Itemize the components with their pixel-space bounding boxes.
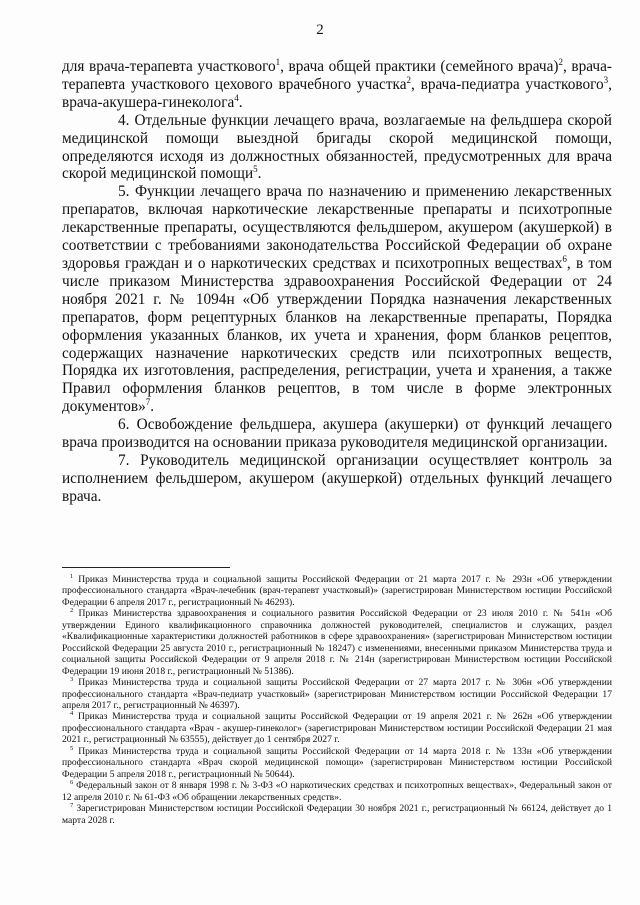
footnote-ref: 3	[603, 74, 609, 85]
footnote	[62, 803, 612, 826]
footnote-marker: 3	[70, 675, 74, 683]
footnote-separator	[62, 567, 230, 568]
footnote-text: Приказ Министерства здравоохранения и социального развития Российской Федерации от 23 июля 2010 г. № 541н «Об утверждении Единого квалификационного справочника должностей руководителей, специалистов и служащих, раздел «Квалификационные характеристики должностей работников в сфере здравоохранения» (зарегистрирован Министерством юстиции Российской Федерации 25 августа 2010 г., регистрационный № 18247) с изменениями, внесенными приказом Министерства труда и социальной защиты Российской Федерации от 9 апреля 2018 г. № 214н (зарегистрирован Министерством юстиции Российской Федерации 19 июня 2018 г., регистрационный № 51386).	[62, 608, 612, 677]
footnote-ref: 7	[145, 397, 151, 408]
footnote-ref: 1	[275, 56, 281, 67]
footnote	[62, 746, 612, 780]
footnote-text: Приказ Министерства труда и социальной защиты Российской Федерации от 19 апреля 2021 г. № 262н «Об утверждении профессионального стандарта «Врач - акушер-гинеколог» (зарегистрирован Министерством юстиции Российской Федерации 21 мая 2021 г., регистрационный № 63555), действует до 1 сентября 2027 г.	[62, 711, 612, 746]
paragraph-text: , врача общей практики (семейного врача)	[280, 58, 559, 75]
footnote-ref: 2	[406, 74, 412, 85]
paragraph-text: 4. Отдельные функции лечащего врача, возлагаемые на фельдшера скорой медицинской помощи выездной бригады скорой медицинской помощи, определяются исходя из должностных обязанностей, предусмотренных для врача скорой медицинской помощи	[62, 111, 612, 183]
footnote-marker: 2	[70, 607, 74, 615]
footnote-ref: 5	[253, 164, 258, 175]
footnote-text: Зарегистрирован Министерством юстиции Российской Федерации 30 ноября 2021 г., регистрационный № 66124, действует до 1 марта 2028 г.	[62, 803, 612, 826]
paragraph-text: 7. Руководитель медицинской организации осуществляет контроль за исполнением фельдшером, акушером (акушеркой) отдельных функций лечащего врача.	[62, 451, 612, 505]
paragraph-text: .	[150, 398, 155, 416]
paragraph-text: , врача-педиатра участкового	[411, 75, 604, 93]
footnote-ref: 2	[558, 56, 563, 67]
paragraph-text: , в том числе приказом Министерства здравоохранения Российской Федерации от 24 ноября 2021 г. № 1094н «Об утверждении Порядка назначения лекарственных препаратов, форм рецептурных бланков на лекарственные препараты, Порядка оформления указанных бланков, их учета и хранения, форм бланков рецептов, содержащих назначение наркотических средств или психотропных веществ, Порядка их изготовления, распределения, регистрации, учета и хранения, а также Правил оформления бланков рецептов, в том числе в форме электронных документов»	[62, 254, 612, 416]
footnote-marker: 7	[70, 801, 74, 809]
paragraph-text: .	[257, 165, 262, 183]
footnote	[62, 608, 612, 677]
footnote-marker: 5	[70, 744, 74, 752]
footnote-text: Приказ Министерства труда и социальной защиты Российской Федерации от 21 марта 2017 г. № 293н «Об утверждении профессионального стандарта «Врач-лечебник (врач-терапевт участковый)» (зарегистрирован Министерством юстиции Российской Федерации 6 апреля 2017 г., регистрационный № 46293).	[62, 574, 612, 608]
footnote-text: Федеральный закон от 8 января 1998 г. № 3-ФЗ «О наркотических средствах и психотропных веществах», Федеральный закон от 12 апреля 2010 г. № 61-ФЗ «Об обращении лекарственных средств».	[62, 780, 612, 803]
paragraph-item-6	[62, 416, 612, 452]
paragraph-continuation	[62, 58, 612, 112]
paragraph-item-7	[62, 452, 612, 506]
footnote	[62, 780, 612, 803]
document-body	[62, 58, 612, 506]
paragraph-text: .	[238, 93, 243, 111]
footnote	[62, 574, 612, 608]
footnote-ref: 4	[234, 92, 239, 103]
paragraph-text: 6. Освобождение фельдшера, акушера (акушерки) от функций лечащего врача производится на основании приказа руководителя медицинской организации.	[62, 416, 612, 452]
footnote-text: Приказ Министерства труда и социальной защиты Российской Федерации от 27 марта 2017 г. № 306н «Об утверждении профессионального стандарта «Врач-педиатр участковый» (зарегистрирован Министерством юстиции Российской Федерации 17 апреля 2017 г., регистрационный № 46397).	[62, 677, 612, 711]
footnote	[62, 677, 612, 711]
paragraph-text: для врача-терапевта участкового	[62, 58, 276, 75]
page-number: 2	[316, 22, 324, 38]
paragraph-text: , врача-терапевта участкового цехового врачебного участка	[62, 58, 612, 93]
footnote-text: Приказ Министерства труда и социальной защиты Российской Федерации от 14 марта 2018 г. № 133н «Об утверждении профессионального стандарта «Врач скорой медицинской помощи» (зарегистрирован Министерством юстиции Российской Федерации 5 апреля 2018 г., регистрационный № 50644).	[62, 745, 612, 780]
footnote-marker: 1	[70, 572, 74, 580]
paragraph-text: , врача-акушера-гинеколога	[62, 75, 612, 111]
paragraph-item-4	[62, 112, 612, 184]
footnotes	[62, 574, 612, 826]
paragraph-text: 5. Функции лечащего врача по назначению и применению лекарственных препаратов, включая наркотические лекарственные препараты и психотропные лекарственные препараты, осуществляются фельдшером, акушером (акушеркой) в соответствии с требованиями законодательства Российской Федерации об охране здоровья граждан и о наркотических средствах и психотропных веществах	[62, 183, 612, 272]
footnote-marker: 6	[70, 778, 74, 786]
footnote-marker: 4	[70, 710, 74, 718]
paragraph-item-5	[62, 183, 612, 416]
footnote-ref: 6	[562, 253, 567, 264]
footnote	[62, 711, 612, 745]
